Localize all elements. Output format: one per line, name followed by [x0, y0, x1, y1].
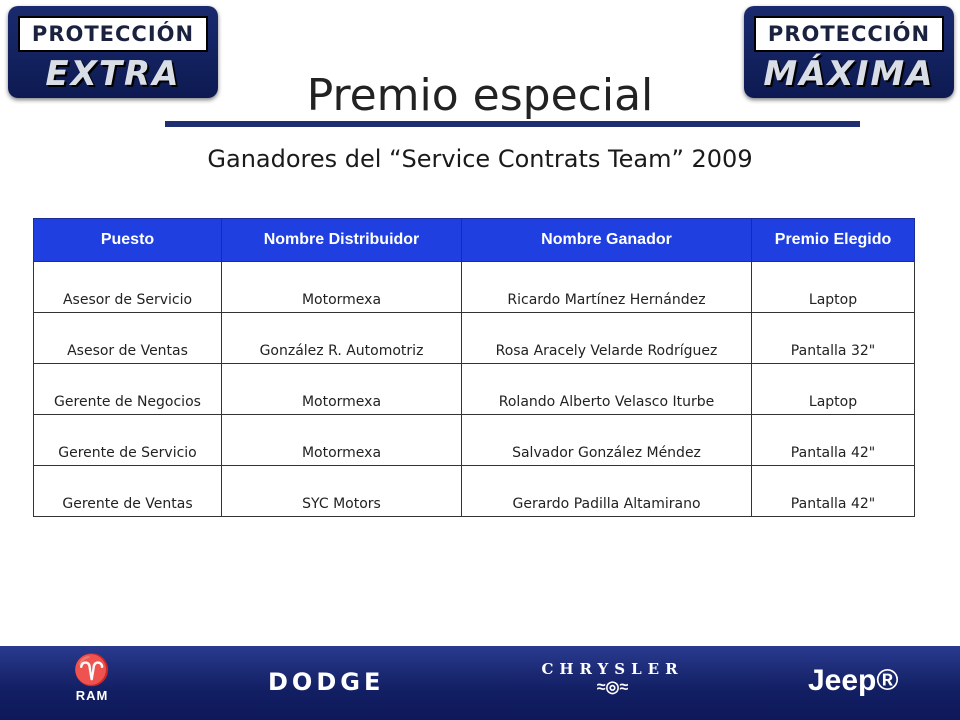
cell-distribuidor: Motormexa	[222, 364, 462, 415]
ram-logo	[62, 654, 122, 703]
cell-ganador: Salvador González Méndez	[462, 415, 752, 466]
cell-ganador: Gerardo Padilla Altamirano	[462, 466, 752, 517]
cell-puesto: Asesor de Servicio	[34, 262, 222, 313]
table-row	[34, 415, 915, 466]
chrysler-logo	[540, 660, 685, 698]
winners-table	[33, 218, 915, 517]
cell-puesto: Asesor de Ventas	[34, 313, 222, 364]
title-underline	[165, 121, 860, 127]
ram-head-icon: ♈	[73, 654, 111, 687]
logo-top-text: PROTECCIÓN	[18, 16, 208, 52]
cell-distribuidor: SYC Motors	[222, 466, 462, 517]
cell-distribuidor: Motormexa	[222, 262, 462, 313]
cell-premio: Laptop	[752, 364, 915, 415]
table-row	[34, 364, 915, 415]
cell-ganador: Ricardo Martínez Hernández	[462, 262, 752, 313]
cell-puesto: Gerente de Servicio	[34, 415, 222, 466]
cell-premio: Pantalla 32"	[752, 313, 915, 364]
header-premio: Premio Elegido	[752, 219, 915, 262]
cell-distribuidor: González R. Automotriz	[222, 313, 462, 364]
cell-puesto: Gerente de Ventas	[34, 466, 222, 517]
logo-top-text: PROTECCIÓN	[754, 16, 944, 52]
chrysler-logo-text: CHRYSLER	[541, 660, 684, 678]
table-row	[34, 262, 915, 313]
brand-footer	[0, 646, 960, 720]
cell-ganador: Rolando Alberto Velasco Iturbe	[462, 364, 752, 415]
cell-distribuidor: Motormexa	[222, 415, 462, 466]
logo-bottom-text: MÁXIMA	[763, 54, 935, 94]
dodge-logo: DODGE	[268, 668, 385, 696]
cell-ganador: Rosa Aracely Velarde Rodríguez	[462, 313, 752, 364]
table-row	[34, 313, 915, 364]
table-header-row	[34, 219, 915, 262]
page-title: Premio especial	[306, 70, 654, 121]
cell-puesto: Gerente de Negocios	[34, 364, 222, 415]
chrysler-wings-icon: ≈◎≈	[596, 679, 629, 696]
logo-bottom-text: EXTRA	[45, 54, 181, 94]
header-distribuidor: Nombre Distribuidor	[222, 219, 462, 262]
header-puesto: Puesto	[34, 219, 222, 262]
table-row	[34, 466, 915, 517]
cell-premio: Pantalla 42"	[752, 415, 915, 466]
page-subtitle: Ganadores del “Service Contrats Team” 2009	[207, 145, 753, 173]
ram-logo-text: RAM	[75, 688, 109, 703]
cell-premio: Pantalla 42"	[752, 466, 915, 517]
header-ganador: Nombre Ganador	[462, 219, 752, 262]
jeep-logo: Jeep®	[808, 664, 899, 697]
cell-premio: Laptop	[752, 262, 915, 313]
